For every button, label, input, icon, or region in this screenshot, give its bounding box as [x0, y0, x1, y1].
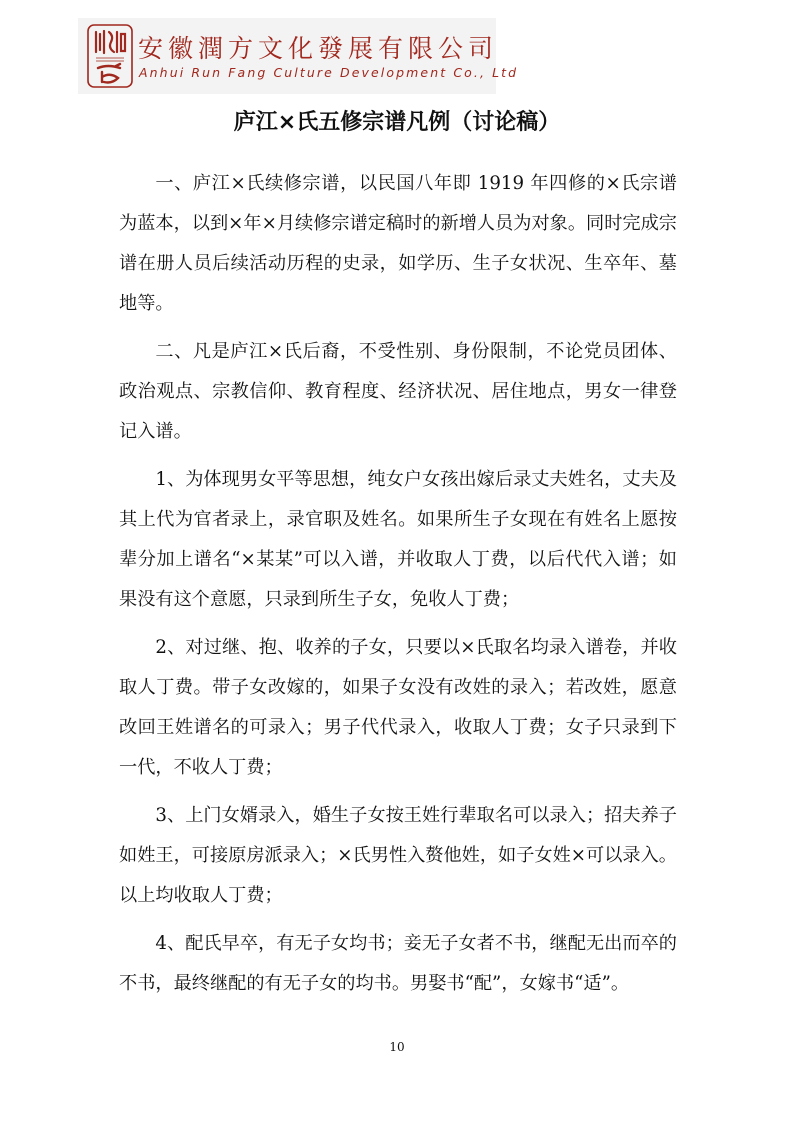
- paragraph: 3、上门女婿录入，婚生子女按王姓行辈取名可以录入；招夫养子如姓王，可接原房派录入；×氏男性入赘他姓，如子女姓×可以录入。以上均收取人丁费；: [119, 805, 677, 906]
- letterhead: [78, 18, 519, 94]
- company-name-en: Anhui Run Fang Culture Development Co., Ltd: [139, 65, 519, 80]
- paragraph: 二、凡是庐江×氏后裔，不受性别、身份限制，不论党员团体、政治观点、宗教信仰、教育程度、经济状况、居住地点，男女一律登记入谱。: [119, 341, 677, 442]
- document-title: 庐江×氏五修宗谱凡例（讨论稿）: [233, 110, 561, 135]
- paragraph: 一、庐江×氏续修宗谱，以民国八年即 1919 年四修的×氏宗谱为蓝本，以到×年×月续修宗谱定稿时的新增人员为对象。同时完成宗谱在册人员后续活动历程的史录，如学历、生子女状况、生卒年、墓地等。: [119, 173, 677, 314]
- paragraph: 2、对过继、抱、收养的子女，只要以×氏取名均录入谱卷，并收取人丁费。带子女改嫁的，如果子女没有改姓的录入；若改姓，愿意改回王姓谱名的可录入；男子代代录入，收取人丁费；女子只录到下一代，不收人丁费；: [119, 637, 677, 778]
- paragraph: 1、为体现男女平等思想，纯女户女孩出嫁后录丈夫姓名，丈夫及其上代为官者录上，录官职及姓名。如果所生子女现在有姓名上愿按辈分加上谱名“×某某”可以入谱，并收取人丁费，以后代代入谱；如果没有这个意愿，只录到所生子女，免收人丁费；: [119, 469, 677, 610]
- company-name-cn: 安徽潤方文化發展有限公司: [138, 34, 499, 63]
- page-number: 10: [389, 1040, 405, 1054]
- run-seal-logo-icon: [84, 22, 136, 90]
- paragraph: 4、配氏早卒，有无子女均书；妾无子女者不书，继配无出而卒的不书，最终继配的有无子女的均书。男娶书“配”，女嫁书“适”。: [119, 933, 677, 994]
- document-body: [119, 164, 677, 1012]
